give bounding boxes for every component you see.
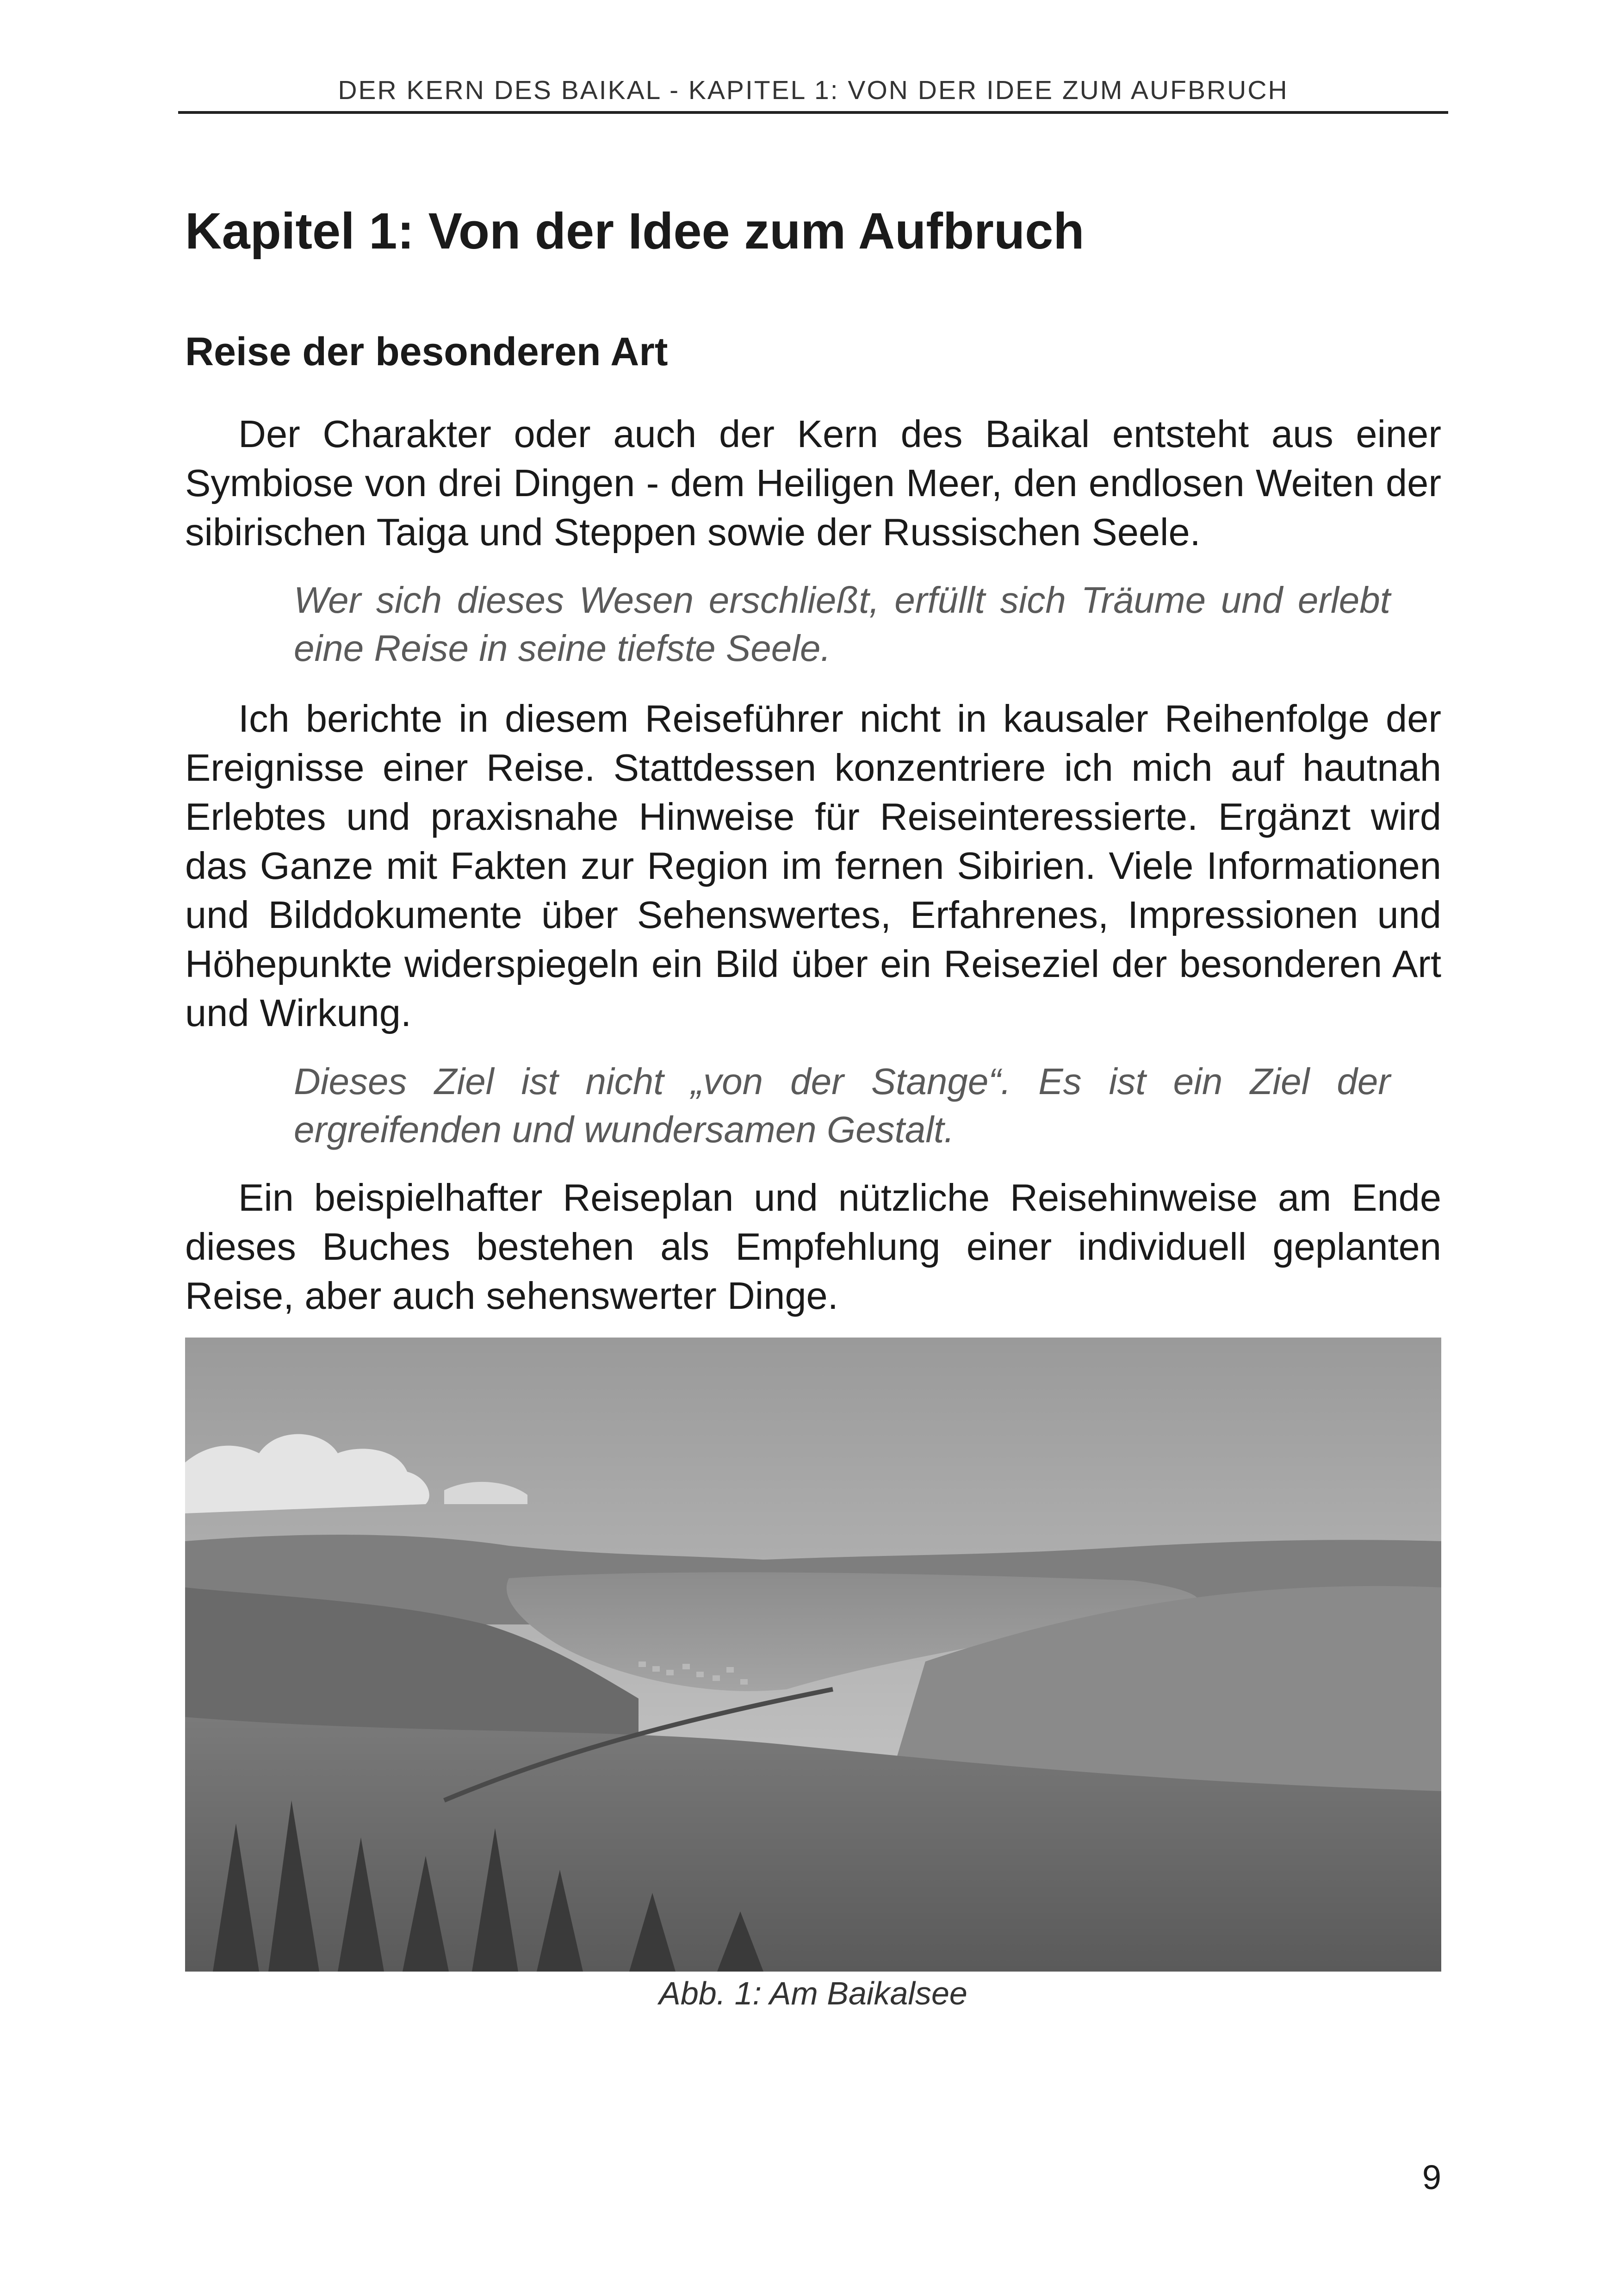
figure-caption: Abb. 1: Am Baikalsee	[659, 1975, 967, 2011]
landscape-photo-graphic	[185, 1338, 1441, 1972]
body-paragraph-3: Ein beispielhafter Reiseplan und nützliche Reisehinweise am Ende dieses Buches bestehen als Empfehlung einer individuell geplanten Reise, aber auch sehenswerter Dinge.	[185, 1176, 1441, 1317]
chapter-title: Kapitel 1: Von der Idee zum Aufbruch	[185, 203, 1085, 260]
page-number: 9	[1422, 2158, 1441, 2196]
landscape-photo	[185, 1338, 1441, 1972]
section-title: Reise der besonderen Art	[185, 330, 668, 374]
body-paragraph-2: Ich berichte in diesem Reiseführer nicht in kausaler Reihenfolge der Ereignisse einer Reise. Stattdessen konzentriere ich mich auf hautnah Erlebtes und praxisnahe Hinweise für Reiseinteressierte. Ergänzt wird das Ganze mit Fakten zur Region im fernen Sibirien. Viele Informationen und Bilddokumente über Sehenswertes, Erfahrenes, Impressionen und Höhepunkte widerspiegeln ein Bild über ein Reiseziel der besonderen Art und Wirkung.	[185, 697, 1441, 1034]
pull-quote-1: Wer sich dieses Wesen erschließt, erfüllt sich Träume und erlebt eine Reise in seine tiefste Seele.	[294, 579, 1390, 669]
body-paragraph-1: Der Charakter oder auch der Kern des Baikal entsteht aus einer Symbiose von drei Dingen - dem Heiligen Meer, den endlosen Weiten der sibirischen Taiga und Steppen sowie der Russischen Seele.	[185, 412, 1441, 554]
running-header: DER KERN DES BAIKAL - KAPITEL 1: VON DER IDEE ZUM AUFBRUCH	[178, 69, 1448, 114]
pull-quote-2: Dieses Ziel ist nicht „von der Stange“. Es ist ein Ziel der ergreifenden und wundersamen Gestalt.	[294, 1061, 1390, 1150]
